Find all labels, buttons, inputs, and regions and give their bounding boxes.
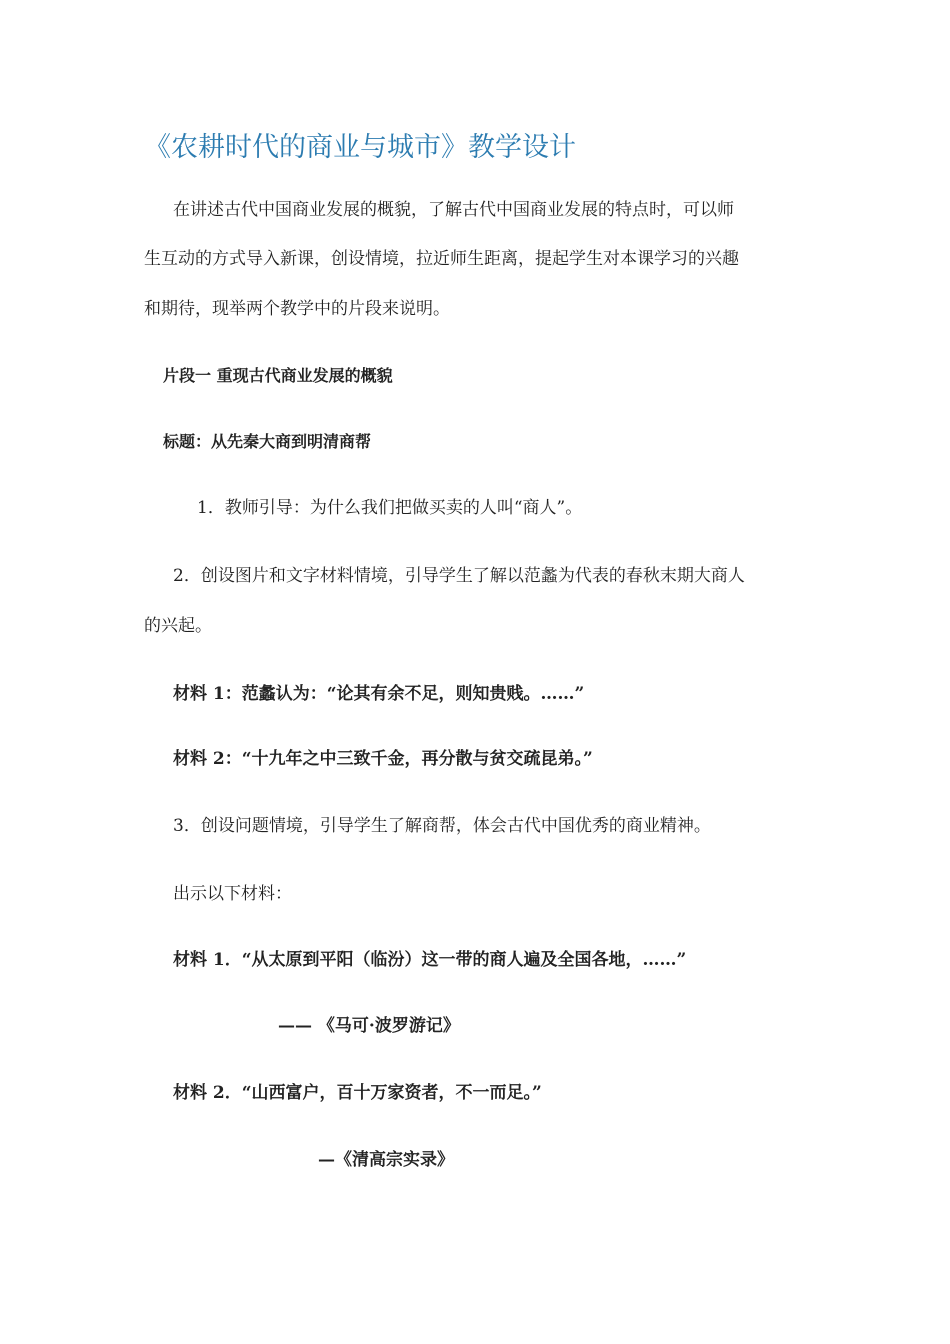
step-2-line-1: 2．创设图片和文字材料情境，引导学生了解以范蠡为代表的春秋末期大商人: [173, 566, 745, 586]
material-b2: 材料 2．“山西富户，百十万家资者，不一而足。”: [173, 1083, 542, 1103]
material-b1: 材料 1．“从太原到平阳（临汾）这一带的商人遍及全国各地，……”: [173, 950, 687, 970]
intro-line-2: 生互动的方式导入新课，创设情境，拉近师生距离，提起学生对本课学习的兴趣: [144, 249, 739, 269]
intro-line-1: 在讲述古代中国商业发展的概貌，了解古代中国商业发展的特点时，可以师: [173, 200, 734, 220]
material-a1: 材料 1：范蠡认为：“论其有余不足，则知贵贱。……”: [173, 684, 585, 704]
show-materials: 出示以下材料：: [173, 884, 292, 904]
step-1: 1．教师引导：为什么我们把做买卖的人叫“商人”。: [197, 498, 583, 518]
step-2-line-2: 的兴起。: [144, 616, 212, 636]
segment-heading: 片段一 重现古代商业发展的概貌: [163, 366, 393, 385]
intro-line-3: 和期待，现举两个教学中的片段来说明。: [144, 299, 450, 319]
source-b1: —— 《马可·波罗游记》: [278, 1016, 460, 1036]
topic-heading: 标题：从先秦大商到明清商帮: [163, 432, 372, 451]
document-title: 《农耕时代的商业与城市》教学设计: [144, 132, 576, 163]
step-3: 3．创设问题情境，引导学生了解商帮，体会古代中国优秀的商业精神。: [173, 816, 711, 836]
source-b2: —《清高宗实录》: [318, 1150, 454, 1170]
material-a2: 材料 2：“十九年之中三致千金，再分散与贫交疏昆弟。”: [173, 749, 593, 769]
